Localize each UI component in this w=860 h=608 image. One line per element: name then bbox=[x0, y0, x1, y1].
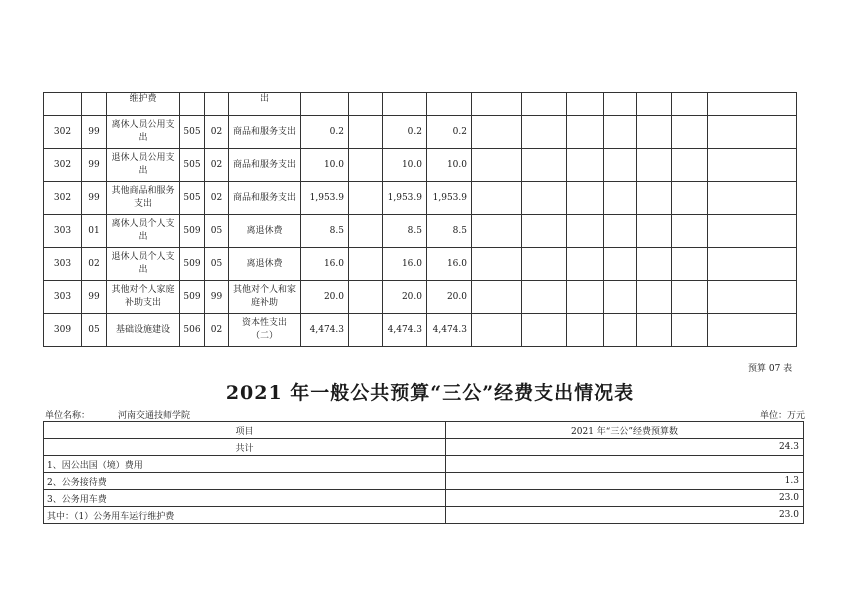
table-cell bbox=[672, 93, 708, 116]
table-cell bbox=[604, 314, 637, 347]
table-cell: 05 bbox=[205, 215, 229, 248]
table-cell: 509 bbox=[180, 215, 205, 248]
table-cell bbox=[472, 116, 522, 149]
table-cell: 4,474.3 bbox=[301, 314, 349, 347]
table-cell: 509 bbox=[180, 248, 205, 281]
table-cell: 99 bbox=[82, 149, 107, 182]
table-cell: 0.2 bbox=[383, 116, 427, 149]
table-cell bbox=[472, 182, 522, 215]
table-cell: 离退休费 bbox=[229, 248, 301, 281]
table-cell: 309 bbox=[44, 314, 82, 347]
table-cell bbox=[472, 281, 522, 314]
table-cell: 0.2 bbox=[301, 116, 349, 149]
page-title: 2021 年一般公共预算“三公”经费支出情况表 bbox=[225, 382, 635, 404]
table-header-row bbox=[44, 422, 804, 439]
expense-value: 24.3 bbox=[446, 439, 804, 456]
table-row bbox=[44, 281, 797, 314]
three-public-expenses-table bbox=[43, 421, 804, 524]
table-cell bbox=[637, 215, 672, 248]
table-cell bbox=[567, 116, 604, 149]
table-cell bbox=[567, 182, 604, 215]
table-cell bbox=[708, 116, 797, 149]
table-cell: 商品和服务支出 bbox=[229, 116, 301, 149]
table-cell: 303 bbox=[44, 281, 82, 314]
table-cell: 509 bbox=[180, 281, 205, 314]
table-row bbox=[44, 473, 804, 490]
table-cell bbox=[301, 93, 349, 116]
budget-detail-body bbox=[44, 93, 797, 347]
table-cell bbox=[349, 182, 383, 215]
table-cell bbox=[637, 314, 672, 347]
table-cell: 20.0 bbox=[383, 281, 427, 314]
table-cell bbox=[522, 215, 567, 248]
table-cell bbox=[604, 182, 637, 215]
table-cell bbox=[349, 93, 383, 116]
table-cell bbox=[567, 215, 604, 248]
table-cell: 4,474.3 bbox=[427, 314, 472, 347]
currency-unit: 单位：万元 bbox=[760, 411, 806, 421]
table-cell bbox=[672, 149, 708, 182]
table-cell bbox=[567, 248, 604, 281]
table-cell: 02 bbox=[205, 314, 229, 347]
unit-name-value: 河南交通技师学院 bbox=[118, 411, 191, 421]
table-cell bbox=[637, 116, 672, 149]
table-cell bbox=[672, 182, 708, 215]
table-cell: 离退休费 bbox=[229, 215, 301, 248]
table-cell: 01 bbox=[82, 215, 107, 248]
table-cell: 0.2 bbox=[427, 116, 472, 149]
table-cell bbox=[522, 116, 567, 149]
budget-detail-table bbox=[43, 92, 797, 347]
table-cell bbox=[604, 116, 637, 149]
table-cell bbox=[672, 215, 708, 248]
table-cell: 10.0 bbox=[427, 149, 472, 182]
table-cell: 02 bbox=[205, 149, 229, 182]
table-cell: 05 bbox=[205, 248, 229, 281]
table-cell bbox=[349, 116, 383, 149]
expense-value bbox=[446, 456, 804, 473]
table-row bbox=[44, 149, 797, 182]
table-cell: 303 bbox=[44, 248, 82, 281]
table-cell: 02 bbox=[205, 116, 229, 149]
table-cell bbox=[472, 93, 522, 116]
three-public-expenses-body bbox=[44, 422, 804, 524]
table-cell: 505 bbox=[180, 149, 205, 182]
table-cell bbox=[472, 314, 522, 347]
table-cell: 99 bbox=[82, 182, 107, 215]
table-cell bbox=[637, 182, 672, 215]
table-cell bbox=[82, 93, 107, 116]
table-cell: 离休人员个人支出 bbox=[107, 215, 180, 248]
table-row bbox=[44, 456, 804, 473]
table-cell: 出 bbox=[229, 93, 301, 116]
table-cell bbox=[522, 281, 567, 314]
table-cell bbox=[708, 93, 797, 116]
table-cell bbox=[383, 93, 427, 116]
table-row bbox=[44, 439, 804, 456]
table-cell: 99 bbox=[82, 116, 107, 149]
expense-item: 2、公务接待费 bbox=[44, 473, 446, 490]
expense-item: 1、因公出国（境）费用 bbox=[44, 456, 446, 473]
expense-value: 23.0 bbox=[446, 490, 804, 507]
table-cell: 退休人员个人支出 bbox=[107, 248, 180, 281]
table-cell: 506 bbox=[180, 314, 205, 347]
table-cell bbox=[604, 149, 637, 182]
table-row bbox=[44, 314, 797, 347]
table-row bbox=[44, 215, 797, 248]
table-row bbox=[44, 116, 797, 149]
table-cell bbox=[349, 314, 383, 347]
table-cell: 16.0 bbox=[301, 248, 349, 281]
table-cell bbox=[708, 248, 797, 281]
table-cell bbox=[672, 248, 708, 281]
table-cell bbox=[349, 215, 383, 248]
table-cell bbox=[637, 281, 672, 314]
table-cell bbox=[522, 149, 567, 182]
table-cell: 其他商品和服务支出 bbox=[107, 182, 180, 215]
table-cell bbox=[604, 281, 637, 314]
table-cell bbox=[567, 149, 604, 182]
table-cell bbox=[522, 93, 567, 116]
table-cell: 8.5 bbox=[427, 215, 472, 248]
table-cell bbox=[708, 314, 797, 347]
table-cell bbox=[180, 93, 205, 116]
table-row bbox=[44, 490, 804, 507]
table-cell: 离休人员公用支出 bbox=[107, 116, 180, 149]
table-cell bbox=[567, 314, 604, 347]
expense-item: 共计 bbox=[44, 439, 446, 456]
table-cell bbox=[349, 149, 383, 182]
table-cell bbox=[44, 93, 82, 116]
table-cell: 02 bbox=[205, 182, 229, 215]
table-cell bbox=[604, 215, 637, 248]
table-cell bbox=[637, 248, 672, 281]
table-row bbox=[44, 248, 797, 281]
table-cell bbox=[522, 314, 567, 347]
table-cell: 其他对个人家庭补助支出 bbox=[107, 281, 180, 314]
table-cell: 16.0 bbox=[427, 248, 472, 281]
table-cell: 505 bbox=[180, 116, 205, 149]
expense-value: 1.3 bbox=[446, 473, 804, 490]
table-cell: 1,953.9 bbox=[383, 182, 427, 215]
header-item: 项目 bbox=[44, 422, 446, 439]
unit-name-label: 单位名称： bbox=[45, 411, 91, 421]
table-cell bbox=[637, 93, 672, 116]
table-cell bbox=[708, 182, 797, 215]
table-row bbox=[44, 93, 797, 116]
table-cell bbox=[604, 93, 637, 116]
table-cell bbox=[637, 149, 672, 182]
expense-value: 23.0 bbox=[446, 507, 804, 524]
table-cell bbox=[567, 93, 604, 116]
table-cell: 302 bbox=[44, 182, 82, 215]
table-cell: 10.0 bbox=[301, 149, 349, 182]
table-cell: 其他对个人和家庭补助 bbox=[229, 281, 301, 314]
table-cell bbox=[604, 248, 637, 281]
table-cell bbox=[672, 116, 708, 149]
table-row bbox=[44, 182, 797, 215]
table-row bbox=[44, 507, 804, 524]
table-cell: 商品和服务支出 bbox=[229, 182, 301, 215]
table-cell: 16.0 bbox=[383, 248, 427, 281]
table-cell: 303 bbox=[44, 215, 82, 248]
table-cell: 20.0 bbox=[301, 281, 349, 314]
table-cell: 20.0 bbox=[427, 281, 472, 314]
table-cell: 99 bbox=[82, 281, 107, 314]
table-cell: 302 bbox=[44, 116, 82, 149]
table-cell bbox=[205, 93, 229, 116]
table-cell bbox=[472, 248, 522, 281]
table-cell: 退休人员公用支出 bbox=[107, 149, 180, 182]
table-cell: 99 bbox=[205, 281, 229, 314]
table-cell bbox=[708, 149, 797, 182]
table-cell: 维护费 bbox=[107, 93, 180, 116]
table-cell bbox=[672, 314, 708, 347]
table-cell bbox=[708, 281, 797, 314]
table-cell: 302 bbox=[44, 149, 82, 182]
table-cell: 4,474.3 bbox=[383, 314, 427, 347]
table-cell: 基础设施建设 bbox=[107, 314, 180, 347]
form-number: 预算 07 表 bbox=[748, 364, 793, 374]
unit-name bbox=[45, 408, 190, 421]
table-cell bbox=[472, 215, 522, 248]
table-cell: 1,953.9 bbox=[427, 182, 472, 215]
table-cell: 505 bbox=[180, 182, 205, 215]
table-cell: 10.0 bbox=[383, 149, 427, 182]
table-cell: 02 bbox=[82, 248, 107, 281]
table-cell bbox=[427, 93, 472, 116]
table-cell bbox=[522, 182, 567, 215]
table-cell: 8.5 bbox=[301, 215, 349, 248]
header-budget: 2021 年“三公”经费预算数 bbox=[446, 422, 804, 439]
table-cell: 商品和服务支出 bbox=[229, 149, 301, 182]
table-cell bbox=[708, 215, 797, 248]
table-cell bbox=[567, 281, 604, 314]
table-cell: 8.5 bbox=[383, 215, 427, 248]
expense-item: 其中：（1）公务用车运行维护费 bbox=[44, 507, 446, 524]
table-cell bbox=[472, 149, 522, 182]
expense-item: 3、公务用车费 bbox=[44, 490, 446, 507]
table-cell bbox=[349, 248, 383, 281]
table-cell: 资本性支出（二） bbox=[229, 314, 301, 347]
table-cell: 1,953.9 bbox=[301, 182, 349, 215]
table-cell: 05 bbox=[82, 314, 107, 347]
table-cell bbox=[672, 281, 708, 314]
table-cell bbox=[522, 248, 567, 281]
table-cell bbox=[349, 281, 383, 314]
